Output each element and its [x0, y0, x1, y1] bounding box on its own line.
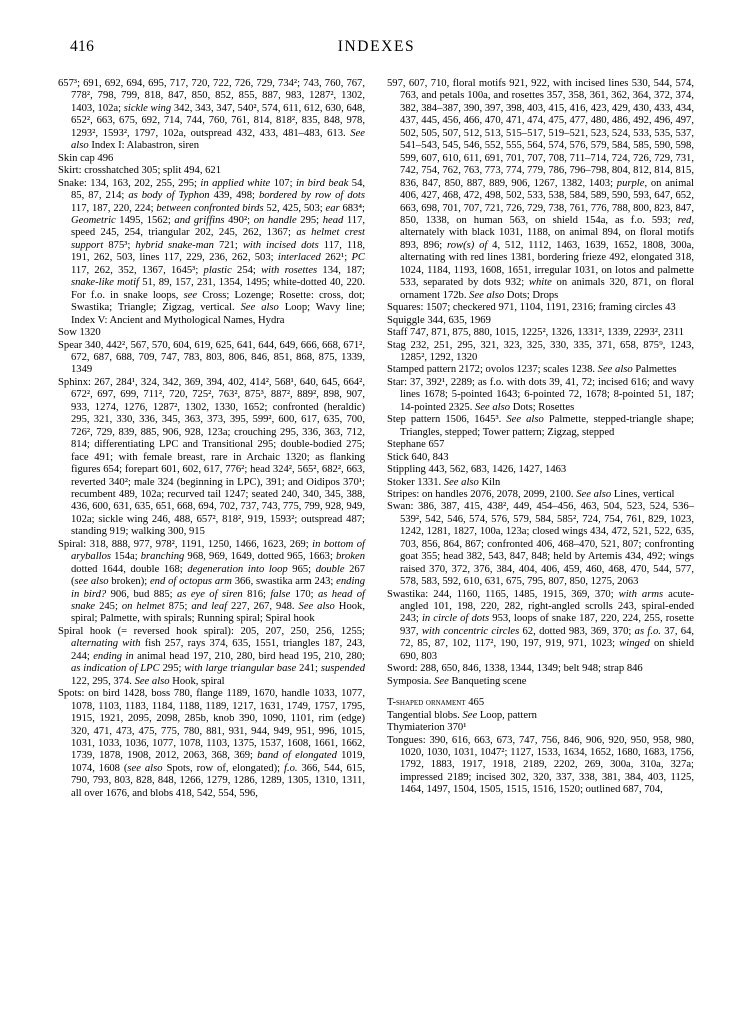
index-entry: 597, 607, 710, floral motifs 921, 922, with incised lines 530, 544, 574, 763, and petals 100a, and rosettes 357, 358, 361, 362, 364, 372, 374, 382, 384–387, 390, 397, 398, 403, 415, 416, 423, 429, 430, 433, 434, 437, 445, 456, 466, 470, 471, 474, 475, 477, 480, 486, 492, 496, 497, 502, 505, 507, 512, 513, 515–517, 519–521, 523, 524, 533, 535, 537, 541–543, 545, 546, 552, 555, 564, 574, 576, 579, 584, 585, 590, 598, 599, 607, 610, 611, 691, 701, 707, 708, 711–714, 724, 726, 729, 731, 742, 754, 762, 763, 773, 774, 779, 786, 796–798, 804, 812, 814, 815, 836, 847, 850, 887, 889, 906, 1267, 1382, 1403; purple, on animal 406, 427, 468, 472, 498, 502, 533, 538, 584, 589, 590, 593, 647, 652, 663, 698, 701, 707, 721, 726, 729, 738, 761, 776, 788, 800, 823, 847, 850, 1338, on human 563, on shield 154a, as f.o. 593; red, alternately with black 1031, 1188, on animal 894, on floral motifs 893, 896; row(s) of 4, 512, 1112, 1463, 1639, 1652, 1808, 300a, alternating with red lines 1381, bordering frieze 492, elongated 318, 1024, 1184, 1193, 1608, 1651, irregular 1031, on lotos and palmette 533, separated by dots 932; white on animals 320, 871, on floral ornament 172b. See also Dots; Drops: [387, 78, 695, 301]
index-entry: 657³; 691, 692, 694, 695, 717, 720, 722, 726, 729, 734²; 743, 760, 767, 778², 798, 799, 818, 847, 850, 852, 855, 887, 983, 1287², 1302, 1403, 102a; sickle wing 342, 343, 347, 540², 574, 611, 612, 630, 648, 652², 663, 675, 692, 714, 744, 760, 761, 814, 818², 835, 848, 978, 1293², 1593², 1797, 102a, outspread 432, 433, 481–483, 613. See also Index I: Alabastron, siren: [58, 78, 365, 152]
index-entry: Stripes: on handles 2076, 2078, 2099, 2100. See also Lines, vertical: [387, 488, 675, 500]
index-entry: Stippling 443, 562, 683, 1426, 1427, 1463: [387, 464, 567, 476]
running-head: INDEXES: [337, 38, 416, 55]
index-entry: Symposia. See Banqueting scene: [387, 675, 527, 687]
index-entry: Tongues: 390, 616, 663, 673, 747, 756, 846, 906, 920, 950, 958, 980, 1020, 1030, 1031, 1047²; 1127, 1533, 1634, 1652, 1680, 1683, 1756, 1792, 1883, 1917, 1918, 2189, 2202, 269, 300a, 310a, 327a; impressed 2189; incised 302, 320, 337, 338, 381, 384, 403, 1125, 1464, 1497, 1504, 1505, 1515, 1516, 1520; outlined 687, 704,: [387, 734, 694, 796]
index-entry: Stephane 657: [387, 439, 445, 451]
index-entry: Swan: 386, 387, 415, 438², 449, 454–456, 463, 504, 523, 524, 536–539², 542, 546, 574, 576, 579, 584, 585², 724, 754, 761, 829, 1023, 1242, 1281, 1827, 100a, 123a; closed wings 434, 472, 521, 522, 635, 703, 856, 864, 867; confronted 406, 468–470, 521, 807; confronting goat 355; head 382, 543, 847, 848; held by Artemis 434, 492; wings raised 370, 372, 376, 384, 404, 406, 459, 460, 468, 470, 544, 577, 578, 583, 592, 610, 631, 675, 795, 807, 850, 1275, 2063: [387, 501, 694, 588]
index-entry: Stoker 1331. See also Kiln: [387, 476, 501, 488]
index-entry: Skin cap 496: [58, 152, 114, 164]
index-entry: Stag 232, 251, 295, 321, 323, 325, 330, 335, 371, 658, 875⁹, 1243, 1285², 1292, 1320: [387, 339, 694, 363]
index-entry: Sphinx: 267, 284¹, 324, 342, 369, 394, 402, 414², 568¹, 640, 645, 664², 672², 697, 699, 711², 720, 725², 763², 875³, 887², 889², 898, 907, 933, 1274, 1276, 1287², 1302, 1330, 1652; confronted (heraldic) 295, 321, 330, 336, 345, 363, 373, 395, 599², 600, 617, 635, 700, 726², 729, 839, 885, 906, 928, 123a; crouching 295, 336, 363, 712, 814; differentiating LPC and Transitional 295; double-bodied 275; face 491; with female breast, rare in Archaic 1320; as flanking figures 654; forepart 601, 602, 617, 776²; head 324², 565², 682², 663, reverted 340²; male 324 (beginning in LPC), 391; and Oidipos 370¹; recumbent 489, 102a; recurved tail 1247; seated 240, 340, 345, 388, 436, 600, 631, 635, 651, 668, 694, 702, 737, 743, 775, 799, 928, 949, 102a; sickle wing 246, 488, 657², 818², 919, 1593²; outspread 487; standing 919; walking 300, 915: [58, 376, 365, 538]
page-number: 416: [70, 38, 95, 55]
index-entry: Step pattern 1506, 1645³. See also Palmette, stepped-triangle shape; Triangles, stepped; Tower pattern; Zigzag, stepped: [387, 414, 694, 438]
index-entry: Sow 1320: [58, 327, 101, 339]
index-entry: Squiggle 344, 635, 1969: [387, 314, 491, 326]
index-entry: Spiral: 318, 888, 977, 978², 1191, 1250, 1466, 1623, 269; in bottom of aryballos 154a; branching 968, 969, 1649, dotted 965, 1663; broken dotted 1644, double 168; degeneration into loop 965; double 267 (see also broken); end of octopus arm 366, swastika arm 243; ending in bird? 906, bud 885; as eye of siren 816; false 170; as head of snake 245; on helmet 875; and leaf 227, 267, 948. See also Hook, spiral; Palmette, with spirals; Running spiral; Spiral hook: [58, 538, 366, 625]
section-gap: [387, 688, 694, 697]
index-entry: Spiral hook (= reversed hook spiral): 205, 207, 250, 256, 1255; alternating with fish 257, rays 374, 635, 1551, triangles 187, 243, 244; ending in animal head 197, 210, 280, bird head 195, 210, 280; as indication of LPC 295; with large triangular base 241; suspended 122, 295, 374. See also Hook, spiral: [58, 625, 366, 687]
index-entry: Sword: 288, 650, 846, 1338, 1344, 1349; belt 948; strap 846: [387, 663, 643, 675]
index-entry: Stamped pattern 2172; ovolos 1237; scales 1238. See also Palmettes: [387, 364, 677, 376]
index-entry: Staff 747, 871, 875, 880, 1015, 1225², 1326, 1331², 1339, 2293², 2311: [387, 327, 685, 339]
index-entry: Snake: 134, 163, 202, 255, 295; in applied white 107; in bird beak 54, 85, 87, 214; as body of Typhon 439, 498; bordered by row of dots 117, 187, 220, 224; between confronted birds 52, 425, 503; ear 683⁴; Geometric 1495, 1562; and griffins 490²; on handle 295; head 117, speed 245, 254, triangular 202, 245, 262, 1367; as helmet crest support 875³; hybrid snake-man 721; with incised dots 117, 118, 191, 262, 503, lines 117, 229, 236, 262, 503; interlaced 262¹; PC 117, 262, 352, 1367, 1645³; plastic 254; with rosettes 134, 187; snake-like motif 51, 89, 157, 231, 1354, 1495; white-dotted 40, 220. For f.o. in snake loops, see Cross; Lozenge; Rosette: cross, dot; Swastika; Triangle; Zigzag, vertical. See also Loop; Wavy line; Index V: Ancient and Mythological Names, Hydra: [58, 177, 366, 326]
page-header: [58, 38, 695, 72]
index-entry: Tangential blobs. See Loop, pattern: [387, 709, 537, 721]
left-column: [58, 78, 365, 800]
index-entry: Stick 640, 843: [387, 451, 449, 463]
index-entry: Squares: 1507; checkered 971, 1104, 1191, 2316; framing circles 43: [387, 302, 676, 314]
index-entry: T-shaped ornament 465: [387, 697, 485, 709]
index-entry: Spear 340, 442², 567, 570, 604, 619, 625, 641, 644, 649, 666, 668, 671², 672, 687, 688, 709, 747, 783, 803, 806, 846, 851, 868, 875, 1339, 1349: [58, 339, 365, 376]
index-entry: Star: 37, 392¹, 2289; as f.o. with dots 39, 41, 72; incised 616; and wavy lines 1678; 5-pointed 1643; 6-pointed 72, 1678; 8-pointed 51, 187; 14-pointed 2325. See also Dots; Rosettes: [387, 376, 694, 413]
index-entry: Thymiaterion 370¹: [387, 722, 467, 734]
two-column-body: [58, 78, 695, 800]
index-entry: Skirt: crosshatched 305; split 494, 621: [58, 165, 222, 177]
index-entry: Spots: on bird 1428, boss 780, flange 1189, 1670, handle 1033, 1077, 1078, 1103, 1183, 1184, 1188, 1189, 1217, 1631, 1749, 1757, 1795, 1915, 1921, 2095, 2098, 285b, knob 390, 1090, 1101, rim (edge) 320, 471, 473, 475, 775, 780, 881, 931, 944, 949, 951, 996, 1015, 1031, 1033, 1036, 1077, 1078, 1103, 1375, 1537, 1608, 1661, 1662, 1739, 1878, 1908, 2012, 2063, 368, 369; band of elongated 1019, 1074, 1608 (see also Spots, row of, elongated); f.o. 366, 544, 615, 790, 793, 803, 828, 848, 1266, 1279, 1286, 1289, 1305, 1310, 1311, all over 1676, and blobs 418, 542, 554, 596,: [58, 688, 366, 799]
index-entry: Swastika: 244, 1160, 1165, 1485, 1915, 369, 370; with arms acute-angled 101, 198, 220, 282, right-angled scrolls 243, spiral-ended 243; in circle of dots 953, loops of snake 187, 220, 224, 255, rosette 937, with concentric circles 62, dotted 983, 369, 370; as f.o. 37, 64, 72, 85, 87, 102, 117², 190, 197, 919, 971, 1023; winged on shield 690, 803: [387, 588, 695, 662]
right-column: [387, 78, 694, 797]
